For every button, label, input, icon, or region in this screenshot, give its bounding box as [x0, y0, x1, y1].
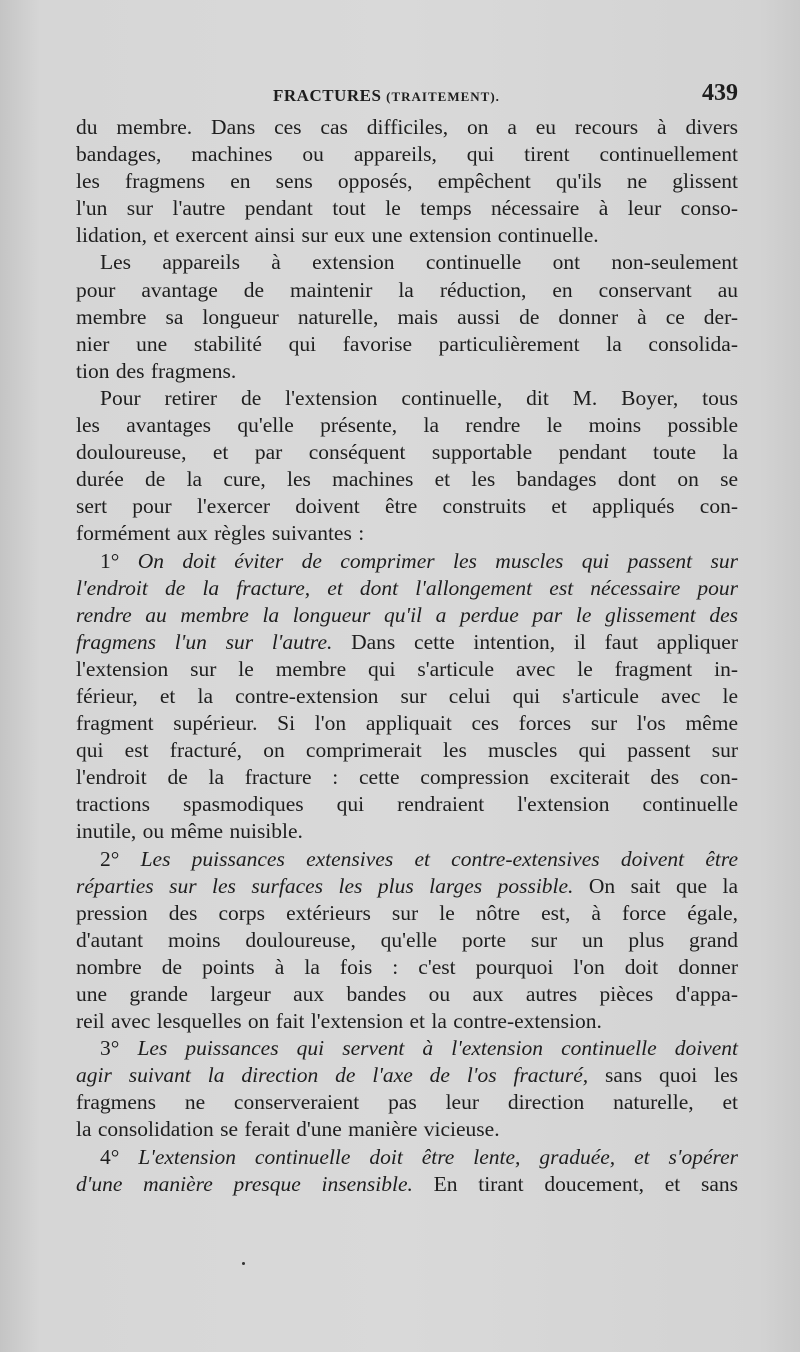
italic-text: d'une manière presque insensible.	[76, 1171, 413, 1196]
text-line	[76, 168, 738, 195]
text-line	[76, 141, 738, 168]
italic-text: réparties sur les surfaces les plus larges possible.	[76, 873, 574, 898]
text-line	[76, 439, 738, 466]
roman-text: durée de la cure, les machines et les bandages dont on se	[76, 467, 738, 492]
text-line	[76, 277, 738, 304]
text-line	[76, 602, 738, 629]
text-line	[76, 873, 738, 900]
text-line	[76, 249, 738, 276]
text-line	[76, 683, 738, 710]
text-line	[76, 520, 738, 547]
roman-text: lidation, et exercent ainsi sur eux une extension continuelle.	[76, 223, 599, 248]
text-line	[76, 1144, 738, 1171]
roman-text: d'autant moins douloureuse, qu'elle porte sur un plus grand	[76, 927, 738, 952]
text-line	[76, 764, 738, 791]
roman-text: fragment supérieur. Si l'on appliquait ces forces sur l'os même	[76, 711, 738, 736]
rule-number: 2°	[100, 846, 141, 871]
running-title	[273, 86, 500, 106]
roman-text: Pour retirer de l'extension continuelle, dit M. Boyer, tous	[100, 385, 738, 410]
roman-text: qui est fracturé, on comprimerait les muscles qui passent sur	[76, 738, 738, 763]
text-line	[76, 222, 738, 249]
roman-text: l'un sur l'autre pendant tout le temps nécessaire à leur conso-	[76, 196, 738, 221]
text-line	[76, 710, 738, 737]
roman-text: tion des fragmens.	[76, 358, 237, 383]
text-line	[76, 1062, 738, 1089]
text-line	[76, 466, 738, 493]
roman-text: douloureuse, et par conséquent supportable pendant toute la	[76, 440, 738, 465]
italic-text: rendre au membre la longueur qu'il a perdue par le glissement des	[76, 602, 738, 627]
text-line	[76, 575, 738, 602]
text-line	[76, 927, 738, 954]
roman-text: reil avec lesquelles on fait l'extension et la contre-extension.	[76, 1009, 602, 1034]
roman-text: férieur, et la contre-extension sur celui qui s'articule avec le	[76, 683, 738, 708]
roman-text: bandages, machines ou appareils, qui tirent continuellement	[76, 142, 738, 167]
italic-text: agir suivant la direction de l'axe de l'os fracturé,	[76, 1063, 589, 1088]
italic-text: l'endroit de la fracture, et dont l'allongement est nécessaire pour	[76, 575, 738, 600]
text-line	[76, 493, 738, 520]
roman-text: membre sa longueur naturelle, mais aussi de donner à ce der-	[76, 304, 738, 329]
text-line	[76, 1171, 738, 1198]
text-line	[76, 737, 738, 764]
italic-text: Les puissances extensives et contre-extensives doivent être	[140, 846, 738, 871]
roman-text: sert pour l'exercer doivent être construits et appliqués con-	[76, 494, 738, 519]
roman-text: sans quoi les	[605, 1063, 739, 1088]
ink-speck	[242, 1262, 245, 1265]
text-line	[76, 900, 738, 927]
roman-text: formément aux règles suivantes :	[76, 521, 365, 546]
text-line	[76, 791, 738, 818]
text-line	[76, 629, 738, 656]
text-line	[76, 1116, 738, 1143]
text-line	[76, 846, 738, 873]
roman-text: fragmens ne conserveraient pas leur direction naturelle, et	[76, 1090, 738, 1115]
text-line	[76, 195, 738, 222]
text-line	[76, 358, 738, 385]
italic-text: L'extension continuelle doit être lente, graduée, et s'opérer	[138, 1144, 738, 1169]
body-text	[76, 114, 738, 1198]
running-title-subtitle: (TRAITEMENT).	[386, 89, 500, 104]
roman-text: On sait que la	[588, 873, 738, 898]
rule-number: 4°	[100, 1144, 139, 1169]
page-header	[78, 78, 738, 112]
roman-text: nombre de points à la fois : c'est pourquoi l'on doit donner	[76, 954, 738, 979]
text-line	[76, 412, 738, 439]
text-line	[76, 1035, 738, 1062]
rule-number: 3°	[100, 1036, 138, 1061]
italic-text: On doit éviter de comprimer les muscles qui passent sur	[137, 548, 738, 573]
text-line	[76, 954, 738, 981]
italic-text: Les puissances qui servent à l'extension continuelle doivent	[137, 1036, 738, 1061]
running-title-main: FRACTURES	[273, 86, 382, 105]
roman-text: l'extension sur le membre qui s'articule avec le fragment in-	[76, 656, 738, 681]
roman-text: une grande largeur aux bandes ou aux autres pièces d'appa-	[76, 982, 738, 1006]
italic-text: fragmens l'un sur l'autre.	[76, 629, 333, 654]
roman-text: du membre. Dans ces cas difficiles, on a eu recours à divers	[76, 115, 738, 139]
text-line	[76, 818, 738, 845]
roman-text: pression des corps extérieurs sur le nôtre est, à force égale,	[76, 900, 738, 925]
page-number: 439	[702, 80, 738, 106]
text-line	[76, 331, 738, 358]
roman-text: Dans cette intention, il faut appliquer	[351, 629, 738, 654]
text-line	[76, 114, 738, 141]
roman-text: les avantages qu'elle présente, la rendre le moins possible	[76, 413, 738, 438]
roman-text: la consolidation se ferait d'une manière vicieuse.	[76, 1117, 500, 1142]
text-line	[76, 304, 738, 331]
text-line	[76, 1089, 738, 1116]
roman-text: En tirant doucement, et sans	[433, 1171, 739, 1196]
roman-text: Les appareils à extension continuelle ont non-seulement	[100, 250, 738, 275]
text-line	[76, 385, 738, 412]
text-line	[76, 1008, 738, 1035]
roman-text: inutile, ou même nuisible.	[76, 819, 303, 844]
roman-text: l'endroit de la fracture : cette compression exciterait des con-	[76, 765, 738, 790]
roman-text: les fragmens en sens opposés, empêchent qu'ils ne glissent	[76, 169, 738, 194]
text-line	[76, 981, 738, 1008]
rule-number: 1°	[100, 548, 138, 573]
roman-text: nier une stabilité qui favorise particulièrement la consolida-	[76, 331, 738, 356]
roman-text: pour avantage de maintenir la réduction, en conservant au	[76, 277, 738, 302]
text-line	[76, 656, 738, 683]
roman-text: tractions spasmodiques qui rendraient l'extension continuelle	[76, 792, 738, 817]
text-line	[76, 548, 738, 575]
